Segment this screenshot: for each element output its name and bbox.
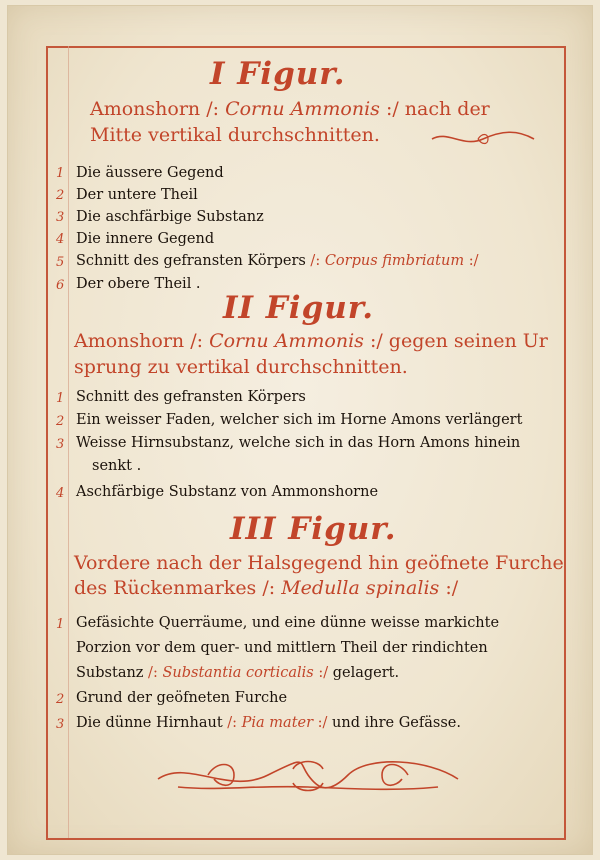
manuscript-page (8, 6, 592, 854)
ornament-flourish (148, 751, 468, 799)
figure-1-heading (90, 98, 490, 120)
figure-1-item-5 (76, 253, 478, 269)
heading-german: des Rückenmarkes (74, 577, 257, 599)
item-number: 2 (56, 414, 65, 429)
item-sep: /: (222, 715, 242, 731)
figure-1-item-2: Der untere Theil (76, 187, 198, 203)
item-latin: Pia mater (241, 715, 314, 731)
item-number: 3 (56, 717, 65, 732)
item-text: und ihre Gefässe. (332, 715, 461, 731)
figure-3-item-3 (76, 715, 461, 731)
heading-german: nach der (404, 98, 490, 120)
figure-1-item-4: Die innere Gegend (76, 231, 215, 247)
figure-1-heading-line2: Mitte vertikal durchschnitten. (90, 124, 380, 146)
figure-1-item-3: Die aschfärbige Substanz (76, 209, 264, 225)
figure-3-heading-line2 (74, 577, 458, 599)
item-sep: :/ (313, 715, 333, 731)
heading-german: gegen seinen Ur (388, 330, 548, 352)
heading-german: Amonshorn (74, 330, 185, 352)
item-latin: Corpus fimbriatum (324, 253, 465, 269)
item-number: 2 (56, 692, 65, 707)
item-number: 4 (56, 232, 65, 247)
item-text: Substanz (76, 665, 144, 681)
item-sep: :/ (464, 253, 479, 269)
item-number: 4 (56, 486, 65, 501)
item-sep: /: (305, 253, 325, 269)
margin-rule (68, 46, 69, 838)
item-number: 5 (56, 255, 65, 270)
item-number: 3 (56, 210, 65, 225)
heading-flourish (428, 128, 538, 150)
figure-1-item-6: Der obere Theil . (76, 276, 201, 292)
item-sep: /: (143, 665, 163, 681)
item-number: 1 (56, 617, 65, 632)
figure-3-item-2: Grund der geöfneten Furche (76, 690, 288, 706)
figure-2-heading (74, 330, 548, 352)
item-number: 1 (56, 166, 65, 181)
item-text: Die dünne Hirnhaut (76, 715, 223, 731)
item-number: 6 (56, 278, 65, 293)
figure-3-item-1: Gefäsichte Querräume, und eine dünne weisse markichte (76, 615, 500, 631)
item-latin: Substantia corticalis (162, 665, 314, 681)
figure-3-heading: Vordere nach der Halsgegend hin geöfnete Furche (74, 552, 564, 574)
item-number: 1 (56, 391, 65, 406)
heading-sep: /: (200, 98, 226, 120)
figure-1-item-1: Die äussere Gegend (76, 165, 224, 181)
figure-2-item-4: Aschfärbige Substanz von Ammonshorne (76, 484, 379, 500)
figure-3-item-1-cont2 (76, 665, 399, 681)
item-number: 2 (56, 188, 65, 203)
heading-latin: Medulla spinalis (281, 577, 440, 599)
item-text: gelagert. (332, 665, 400, 681)
figure-3-title: III Figur. (230, 511, 397, 547)
figure-2-item-3: Weisse Hirnsubstanz, welche sich in das Horn Amons hinein (76, 435, 521, 451)
figure-2-heading-line2: sprung zu vertikal durchschnitten. (74, 356, 408, 378)
figure-2-title: II Figur. (223, 290, 375, 326)
item-text: Schnitt des gefransten Körpers (76, 253, 306, 269)
heading-german: Amonshorn (90, 98, 201, 120)
heading-sep: /: (184, 330, 210, 352)
heading-sep: /: (256, 577, 282, 599)
figure-3-item-1-cont: Porzion vor dem quer- und mittlern Theil der rindichten (76, 640, 488, 656)
item-sep: :/ (313, 665, 333, 681)
heading-latin: Cornu Ammonis (209, 330, 364, 352)
heading-sep: :/ (379, 98, 405, 120)
item-number: 3 (56, 437, 65, 452)
figure-1-title: I Figur. (210, 56, 346, 92)
figure-2-item-2: Ein weisser Faden, welcher sich im Horne Amons verlängert (76, 412, 523, 428)
heading-latin: Cornu Ammonis (225, 98, 380, 120)
heading-sep: :/ (439, 577, 459, 599)
figure-2-item-3-cont: senkt . (92, 458, 142, 474)
heading-sep: :/ (363, 330, 389, 352)
figure-2-item-1: Schnitt des gefransten Körpers (76, 389, 306, 405)
